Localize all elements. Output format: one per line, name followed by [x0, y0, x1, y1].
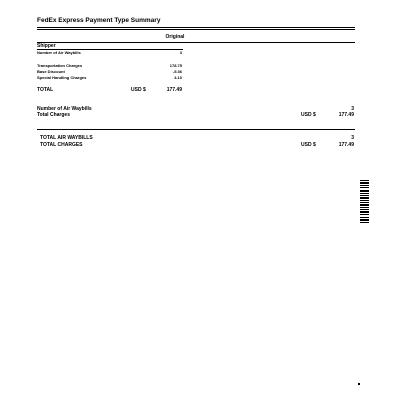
charge-value-special-handling: 4.10: [174, 75, 182, 80]
charge-value-base-discount: -5.36: [172, 69, 182, 74]
charge-label-base-discount: Base Discount: [37, 69, 65, 74]
summary-air-waybills-label: Number of Air Waybills: [37, 106, 92, 112]
grand-total-charges-value: 177.49: [338, 142, 354, 148]
summary-air-waybills-value: 3: [351, 106, 354, 112]
document-title: FedEx Express Payment Type Summary: [37, 17, 161, 24]
shipper-total-currency: USD $: [131, 87, 146, 93]
section-label-shipper: Shipper: [37, 43, 56, 49]
grand-total-air-waybills-value: 3: [351, 135, 354, 141]
charge-value-transportation: 178.75: [169, 63, 182, 68]
header-divider: [37, 42, 355, 43]
title-rule-bottom: [37, 29, 355, 30]
grand-total-divider: [37, 129, 355, 130]
summary-total-charges-label: Total Charges: [37, 112, 70, 118]
grand-total-charges-label: TOTAL CHARGES: [40, 142, 83, 148]
summary-total-charges-value: 177.49: [338, 112, 354, 118]
shipper-total-value: 177.49: [166, 87, 182, 93]
grand-total-currency: USD $: [301, 142, 316, 148]
shipper-air-waybills-label: Number of Air Waybills: [37, 50, 81, 55]
title-rule-top: [37, 27, 355, 28]
charge-label-special-handling: Special Handling Charges: [37, 75, 87, 80]
shipper-air-waybills-value: 3: [179, 50, 182, 55]
barcode-icon: [360, 180, 369, 224]
grand-total-air-waybills-label: TOTAL AIR WAYBILLS: [40, 135, 93, 141]
shipper-total-label: TOTAL: [37, 87, 54, 93]
charge-label-transportation: Transportation Charges: [37, 63, 83, 68]
page-mark: [358, 383, 360, 385]
summary-currency: USD $: [301, 112, 316, 118]
column-header-original: Original: [165, 34, 185, 40]
